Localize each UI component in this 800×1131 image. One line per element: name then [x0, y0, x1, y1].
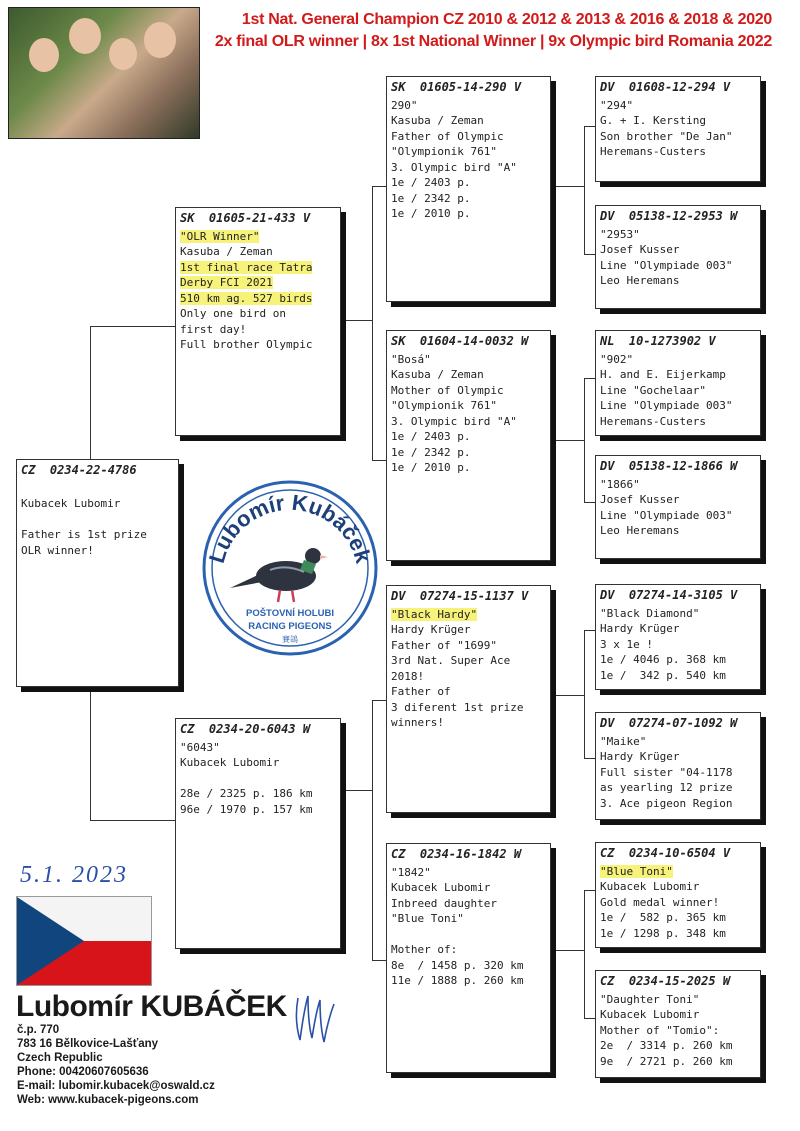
- pedigree-line: [180, 337, 336, 353]
- pedigree-line: [600, 652, 756, 668]
- pedigree-text: Kubacek Lubomir: [600, 880, 700, 893]
- logo-cjk: 賽鴿: [282, 635, 298, 644]
- connector: [372, 700, 373, 960]
- contact-line: Phone: 00420607605636: [17, 1066, 149, 1078]
- pedigree-text: Line "Olympiade 003": [600, 508, 733, 522]
- header-line-1: 1st Nat. General Champion CZ 2010 & 2012 & 2013 & 2016 & 2018 & 2020: [241, 11, 772, 28]
- ring-number: NL 10-1273902 V: [600, 334, 716, 348]
- pedigree-text: 3rd Nat. Super Ace: [391, 654, 511, 667]
- contact-line: č.p. 770: [17, 1024, 60, 1036]
- pedigree-box-b8: [595, 205, 761, 309]
- connector: [372, 700, 386, 701]
- connector: [90, 820, 176, 821]
- pedigree-text: OLR winner!: [21, 543, 94, 557]
- pedigree-line: [180, 275, 336, 291]
- connector: [556, 695, 584, 696]
- pedigree-text: H. and E. Eijerkamp: [600, 368, 726, 381]
- pedigree-line: [180, 260, 336, 276]
- pedigree-text: 9e / 2721 p. 260 km: [600, 1054, 733, 1068]
- pedigree-text: "OLR Winner": [180, 229, 260, 243]
- pedigree-box-b1: [175, 207, 341, 436]
- pedigree-text: 3. Ace pigeon Region: [600, 796, 733, 810]
- breeder-contact: [17, 1023, 215, 1107]
- pedigree-text: Kubacek Lubomir: [21, 497, 121, 510]
- pedigree-line: [600, 113, 756, 129]
- pedigree-text: Kubacek Lubomir: [180, 756, 280, 769]
- pedigree-line: [391, 191, 546, 207]
- ring-number: DV 05138-12-2953 W: [600, 209, 738, 223]
- pedigree-line: [600, 780, 756, 796]
- ring-number: CZ 0234-15-2025 W: [600, 974, 731, 988]
- pedigree-line: [180, 322, 336, 338]
- connector: [584, 630, 585, 758]
- connector: [584, 378, 585, 502]
- pedigree-text: 1e / 1298 p. 348 km: [600, 926, 726, 940]
- pedigree-box-b2: [175, 718, 341, 949]
- pedigree-text: Hardy Krüger: [600, 622, 680, 635]
- pedigree-line: [600, 227, 756, 243]
- signature: [290, 990, 340, 1050]
- pedigree-text: Only one bird on: [180, 307, 286, 320]
- pedigree-line: [600, 910, 756, 926]
- achievements-header: [215, 9, 772, 53]
- logo-line-2: RACING PIGEONS: [248, 621, 332, 632]
- ring-number: CZ 0234-22-4786: [21, 463, 137, 477]
- pedigree-line: [391, 880, 546, 896]
- pedigree-text: 2018!: [391, 669, 425, 683]
- pedigree-text: 3. Olympic bird "A": [391, 160, 517, 174]
- ring-number: DV 05138-12-1866 W: [600, 459, 738, 473]
- pedigree-text: "1842": [391, 865, 431, 879]
- pedigree-line: [391, 607, 546, 623]
- pedigree-line: [600, 523, 756, 539]
- pedigree-text: Kasuba / Zeman: [180, 245, 273, 258]
- pedigree-text: Gold medal winner!: [600, 895, 720, 909]
- connector: [584, 126, 585, 254]
- pedigree-line: [21, 481, 174, 497]
- pedigree-text: 3. Olympic bird "A": [391, 414, 517, 428]
- pedigree-text: Leo Heremans: [600, 274, 680, 287]
- ring-number: CZ 0234-20-6043 W: [180, 722, 311, 736]
- pedigree-text: Heremans-Custers: [600, 414, 706, 428]
- pedigree-text: 11e / 1888 p. 260 km: [391, 974, 524, 987]
- connector: [556, 440, 584, 441]
- pedigree-line: [600, 621, 756, 637]
- pedigree-line: [391, 653, 546, 669]
- contact-line: E-mail: lubomir.kubacek@oswald.cz: [17, 1080, 215, 1092]
- pedigree-text: 3 diferent 1st prize: [391, 700, 524, 714]
- pedigree-line: [600, 352, 756, 368]
- ring-number: CZ 0234-10-6504 V: [600, 846, 731, 860]
- pedigree-line: [391, 942, 546, 958]
- pedigree-line: [600, 879, 756, 895]
- contact-line: 783 16 Bělkovice-Lašťany: [17, 1038, 159, 1050]
- pedigree-text: G. + I. Kersting: [600, 114, 706, 127]
- pedigree-line: [180, 740, 336, 756]
- pedigree-line: [391, 160, 546, 176]
- pedigree-line: [180, 229, 336, 245]
- pedigree-box-b13: [595, 842, 761, 948]
- pedigree-text: Hardy Krüger: [391, 623, 471, 636]
- pedigree-line: [600, 258, 756, 274]
- breeder-name: Lubomír KUBÁČEK: [16, 990, 287, 1023]
- pedigree-line: [180, 306, 336, 322]
- pedigree-line: [391, 638, 546, 654]
- pedigree-text: "Olympionik 761": [391, 145, 497, 158]
- pedigree-line: [391, 352, 546, 368]
- connector: [372, 960, 386, 961]
- pedigree-line: [391, 367, 546, 383]
- pedigree-line: [21, 543, 174, 559]
- pedigree-text: Mother of Olympic: [391, 383, 504, 397]
- pedigree-line: [391, 206, 546, 222]
- pedigree-line: [180, 291, 336, 307]
- pedigree-line: [180, 244, 336, 260]
- pedigree-line: [600, 637, 756, 653]
- pedigree-text: as yearling 12 prize: [600, 781, 733, 794]
- pedigree-text: "6043": [180, 740, 220, 754]
- pedigree-text: "2953": [600, 227, 640, 241]
- pedigree-text: Line "Gochelaar": [600, 383, 706, 397]
- pedigree-line: [391, 896, 546, 912]
- pedigree-text: 8e / 1458 p. 320 km: [391, 958, 524, 972]
- pedigree-box-b9: [595, 330, 761, 436]
- pedigree-line: [600, 383, 756, 399]
- pedigree-line: [391, 700, 546, 716]
- pedigree-line: [600, 606, 756, 622]
- pedigree-line: [391, 958, 546, 974]
- pedigree-text: "Daughter Toni": [600, 992, 700, 1006]
- pedigree-line: [391, 865, 546, 881]
- pedigree-text: 1e / 4046 p. 368 km: [600, 653, 726, 666]
- pedigree-line: [600, 1038, 756, 1054]
- pedigree-text: Father of Olympic: [391, 129, 504, 143]
- pedigree-text: "Maike": [600, 734, 647, 748]
- connector: [90, 326, 176, 327]
- pedigree-line: [391, 911, 546, 927]
- pedigree-text: Leo Heremans: [600, 524, 680, 537]
- pedigree-line: [391, 445, 546, 461]
- pedigree-line: [600, 398, 756, 414]
- pedigree-text: Line "Olympiade 003": [600, 258, 733, 272]
- connector: [556, 950, 584, 951]
- pedigree-line: [600, 926, 756, 942]
- ring-number: DV 07274-14-3105 V: [600, 588, 738, 602]
- pedigree-line: [21, 527, 174, 543]
- pedigree-line: [600, 273, 756, 289]
- pedigree-box-b4: [386, 330, 551, 561]
- pedigree-line: [391, 429, 546, 445]
- pedigree-text: 1e / 2403 p.: [391, 430, 471, 443]
- pedigree-text: Mother of "Tomio":: [600, 1023, 720, 1037]
- pedigree-text: 290": [391, 98, 418, 112]
- pedigree-text: "Black Hardy": [391, 607, 478, 621]
- pedigree-line: [21, 512, 174, 528]
- pedigree-box-b12: [595, 712, 761, 820]
- family-photo: [8, 7, 200, 139]
- pedigree-text: 1e / 2010 p.: [391, 461, 471, 474]
- pedigree-line: [180, 755, 336, 771]
- pedigree-text: Josef Kusser: [600, 243, 680, 256]
- pedigree-line: [180, 786, 336, 802]
- pedigree-line: [600, 895, 756, 911]
- pedigree-line: [600, 367, 756, 383]
- pedigree-text: Heremans-Custers: [600, 145, 706, 158]
- pedigree-box-b7: [595, 76, 761, 182]
- pedigree-line: [391, 622, 546, 638]
- pedigree-line: [391, 715, 546, 731]
- pedigree-line: [391, 684, 546, 700]
- pedigree-text: "Blue Toni": [600, 864, 673, 878]
- pedigree-line: [600, 492, 756, 508]
- pedigree-line: [391, 144, 546, 160]
- connector: [372, 186, 386, 187]
- czech-flag: [16, 896, 152, 986]
- pedigree-line: [391, 175, 546, 191]
- pedigree-line: [600, 734, 756, 750]
- pedigree-text: "Bosá": [391, 352, 431, 366]
- pedigree-text: Line "Olympiade 003": [600, 399, 733, 412]
- pedigree-line: [600, 864, 756, 880]
- pedigree-text: Hardy Krüger: [600, 750, 680, 763]
- pedigree-text: 1e / 582 p. 365 km: [600, 911, 726, 924]
- pedigree-text: 1e / 2010 p.: [391, 207, 471, 220]
- pedigree-line: [391, 460, 546, 476]
- pedigree-line: [180, 802, 336, 818]
- pedigree-line: [600, 242, 756, 258]
- pedigree-text: 1e / 2403 p.: [391, 176, 471, 189]
- pedigree-text: "Black Diamond": [600, 606, 700, 620]
- contact-line: Web: www.kubacek-pigeons.com: [17, 1094, 199, 1106]
- pedigree-line: [600, 414, 756, 430]
- pedigree-box-b5: [386, 585, 551, 813]
- pedigree-text: "294": [600, 98, 634, 112]
- pedigree-text: Inbreed daughter: [391, 896, 497, 910]
- contact-line: Czech Republic: [17, 1052, 103, 1064]
- connector: [584, 890, 585, 1018]
- pedigree-box-b0: [16, 459, 179, 687]
- connector: [340, 320, 372, 321]
- pedigree-line: [600, 1007, 756, 1023]
- pedigree-line: [391, 383, 546, 399]
- pedigree-text: 2e / 3314 p. 260 km: [600, 1039, 733, 1052]
- pedigree-text: Son brother "De Jan": [600, 129, 733, 143]
- pedigree-line: [391, 669, 546, 685]
- connector: [372, 186, 373, 460]
- pedigree-line: [391, 927, 546, 943]
- pedigree-line: [391, 98, 546, 114]
- pedigree-text: 510 km ag. 527 birds: [180, 291, 313, 305]
- pedigree-text: Father of "1699": [391, 638, 497, 652]
- ring-number: CZ 0234-16-1842 W: [391, 847, 522, 861]
- pedigree-text: 1e / 2342 p.: [391, 445, 471, 459]
- pedigree-box-b10: [595, 455, 761, 559]
- pedigree-box-b3: [386, 76, 551, 302]
- header-line-2: 2x final OLR winner | 8x 1st National Winner | 9x Olympic bird Romania 2022: [214, 33, 772, 50]
- pedigree-line: [21, 496, 174, 512]
- logo-line-1: POŠTOVNÍ HOLUBI: [246, 608, 334, 619]
- pedigree-line: [600, 668, 756, 684]
- pedigree-line: [391, 129, 546, 145]
- pedigree-text: 1e / 2342 p.: [391, 191, 471, 205]
- pedigree-line: [391, 398, 546, 414]
- pedigree-text: 96e / 1970 p. 157 km: [180, 802, 313, 816]
- pedigree-text: Full sister "04-1178: [600, 765, 733, 779]
- ring-number: SK 01604-14-0032 W: [391, 334, 529, 348]
- pedigree-text: winners!: [391, 716, 444, 729]
- pedigree-line: [600, 129, 756, 145]
- pedigree-text: 3 x 1e !: [600, 637, 653, 651]
- pedigree-box-b11: [595, 584, 761, 690]
- pedigree-text: 1e / 342 p. 540 km: [600, 668, 726, 682]
- pedigree-line: [600, 1054, 756, 1070]
- pedigree-line: [600, 992, 756, 1008]
- document-date: 5.1. 2023: [20, 862, 128, 888]
- connector: [372, 460, 386, 461]
- pedigree-text: "Blue Toni": [391, 912, 464, 925]
- pedigree-line: [600, 1023, 756, 1039]
- pedigree-text: "902": [600, 352, 634, 366]
- pedigree-line: [391, 973, 546, 989]
- pedigree-text: Kubacek Lubomir: [391, 881, 491, 894]
- pedigree-line: [600, 749, 756, 765]
- pedigree-text: Kasuba / Zeman: [391, 114, 484, 127]
- pedigree-box-b6: [386, 843, 551, 1073]
- pedigree-line: [180, 771, 336, 787]
- pedigree-line: [600, 765, 756, 781]
- pedigree-text: Kasuba / Zeman: [391, 368, 484, 381]
- ring-number: DV 07274-07-1092 W: [600, 716, 738, 730]
- kubacek-logo: [200, 478, 380, 658]
- pedigree-text: Mother of:: [391, 943, 458, 956]
- pedigree-text: "1866": [600, 477, 640, 491]
- pedigree-line: [600, 144, 756, 160]
- pedigree-line: [600, 98, 756, 114]
- pedigree-line: [600, 796, 756, 812]
- pedigree-line: [391, 414, 546, 430]
- connector: [556, 186, 584, 187]
- pedigree-box-b14: [595, 970, 761, 1078]
- pedigree-line: [600, 508, 756, 524]
- pedigree-line: [600, 477, 756, 493]
- pedigree-line: [391, 113, 546, 129]
- ring-number: DV 01608-12-294 V: [600, 80, 731, 94]
- pedigree-text: first day!: [180, 322, 247, 336]
- ring-number: SK 01605-21-433 V: [180, 211, 311, 225]
- pedigree-text: Josef Kusser: [600, 493, 680, 506]
- pedigree-text: "Olympionik 761": [391, 399, 497, 412]
- pedigree-text: Full brother Olympic: [180, 338, 313, 351]
- pedigree-text: 28e / 2325 p. 186 km: [180, 787, 313, 800]
- pedigree-text: Kubacek Lubomir: [600, 1008, 700, 1021]
- pedigree-text: Father of: [391, 685, 451, 698]
- ring-number: SK 01605-14-290 V: [391, 80, 522, 94]
- ring-number: DV 07274-15-1137 V: [391, 589, 529, 603]
- connector: [340, 790, 372, 791]
- logo-name: Lubomír Kubáček: [203, 489, 377, 566]
- connector: [90, 326, 91, 460]
- connector: [90, 690, 91, 820]
- pedigree-text: Father is 1st prize: [21, 528, 147, 541]
- pedigree-text: 1st final race Tatra: [180, 260, 313, 274]
- pedigree-text: Derby FCI 2021: [180, 276, 273, 289]
